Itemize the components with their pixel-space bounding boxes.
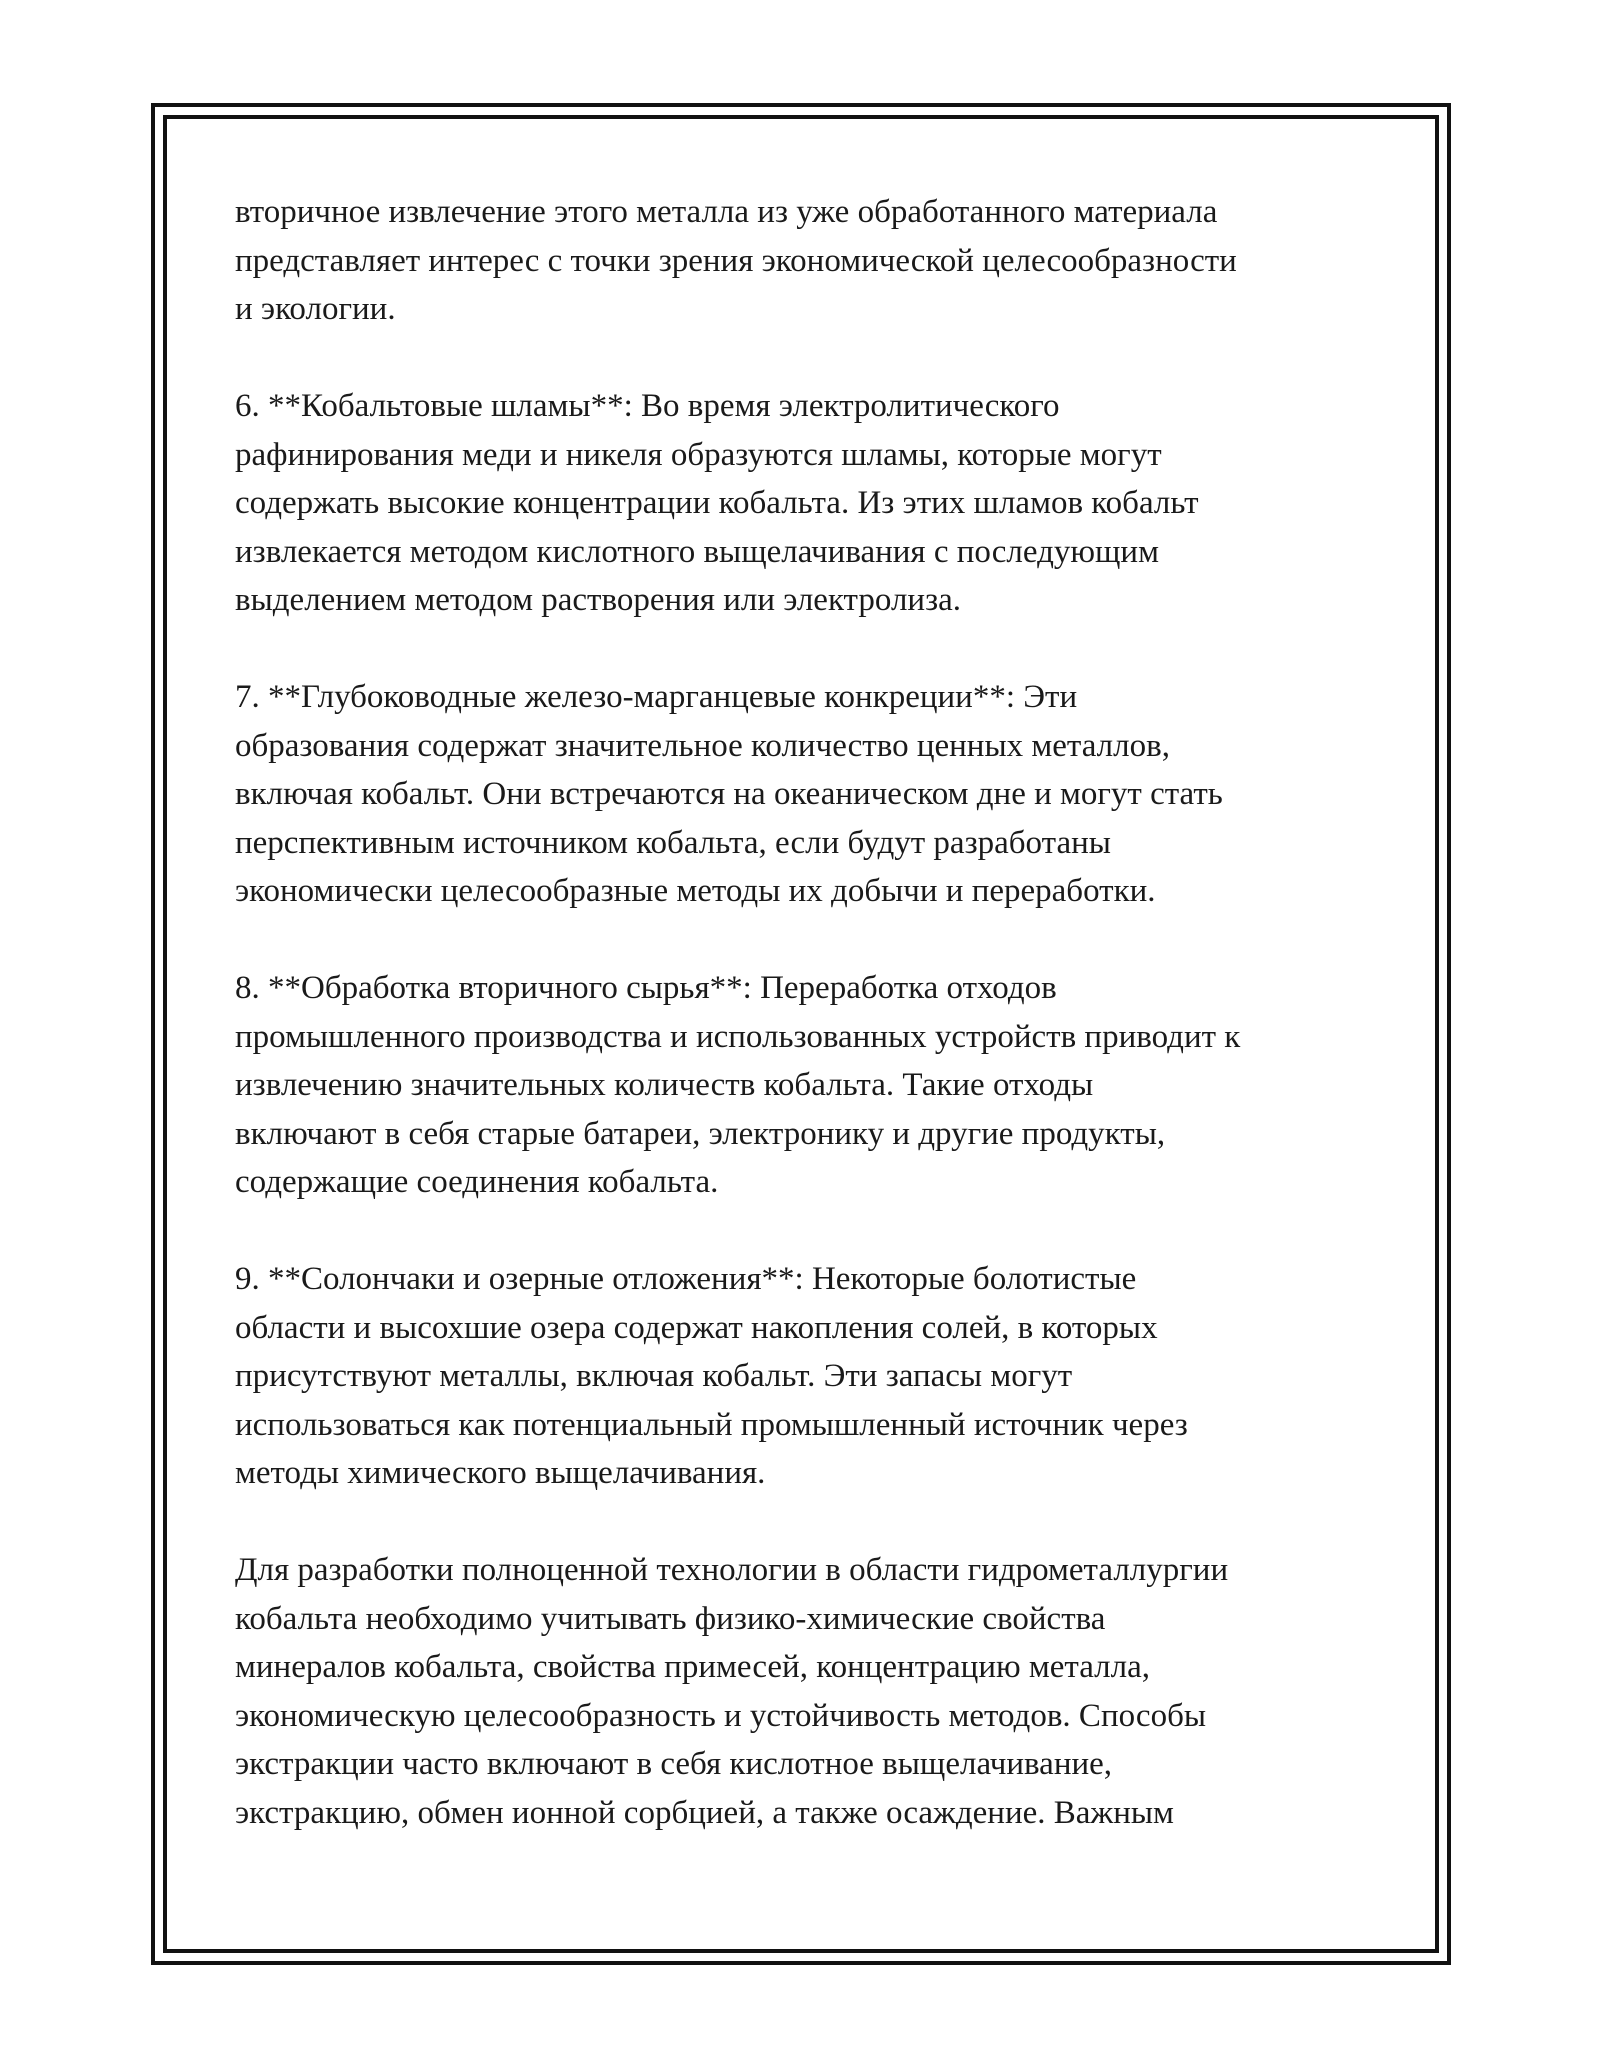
paragraph-conclusion: Для разработки полноценной технологии в области гидрометаллургии кобальта необходимо учитывать физико-химические свойства минералов кобальта, свойства примесей, концентрацию металла, экономическую целесообразность и устойчивость методов. Способы экстракции часто включают в себя кислотное выщелачивание, экстракцию, обмен ионной сорбцией, а также осаждение. Важным <box>235 1552 1229 1831</box>
paragraph-item-6: 6. **Кобальтовые шламы**: Во время электролитического рафинирования меди и никеля образуются шламы, которые могут содержать высокие концентрации кобальта. Из этих шламов кобальт извлекается методом кислотного выщелачивания с последующим выделением методом растворения или электролиза. <box>235 388 1199 618</box>
paragraph-item-7: 7. **Глубоководные железо-марганцевые конкреции**: Эти образования содержат значительное количество ценных металлов, включая кобальт. Они встречаются на океаническом дне и могут стать перспективным источником кобальта, если будут разработаны экономически целесообразные методы их добычи и переработки. <box>235 679 1223 909</box>
paragraph-item-9: 9. **Солончаки и озерные отложения**: Некоторые болотистые области и высохшие озера содержат накопления солей, в которых присутствуют металлы, включая кобальт. Эти запасы могут использоваться как потенциальный промышленный источник через методы химического выщелачивания. <box>235 1261 1188 1491</box>
paragraph-item-8: 8. **Обработка вторичного сырья**: Переработка отходов промышленного производства и использованных устройств приводит к извлечению значительных количеств кобальта. Такие отходы включают в себя старые батареи, электронику и другие продукты, содержащие соединения кобальта. <box>235 970 1241 1200</box>
paragraph-intro-continuation: вторичное извлечение этого металла из уже обработанного материала представляет интерес с точки зрения экономической целесообразности и экологии. <box>235 194 1237 327</box>
document-body <box>235 188 1365 1886</box>
